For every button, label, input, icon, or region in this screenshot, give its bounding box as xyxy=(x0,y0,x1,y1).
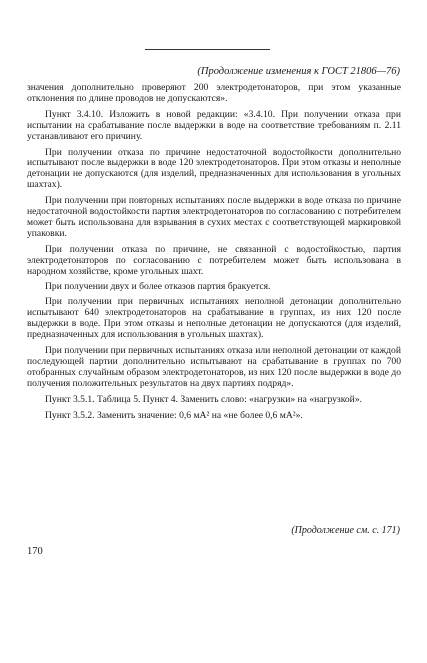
running-header: (Продолжение изменения к ГОСТ 21806—76) xyxy=(197,66,400,77)
paragraph: При получении двух и более отказов партия бракуется. xyxy=(45,280,271,292)
paragraph: значения дополнительно проверяют 200 электродетонаторов, при этом указанные отклонения по длине проводов не допускаются». xyxy=(27,82,401,104)
paragraph: При получении при первичных испытаниях отказа или неполной детонации от каждой последующей партии дополнительно испытывают на срабатывание в группах по 700 отобранных случайным образом электродетонаторов, из них 120 после выдержки в воде до получения положительных результатов на двух партиях подряд». xyxy=(27,345,401,389)
paragraph: При получении при повторных испытаниях после выдержки в воде отказа по причине недостаточной водостойкости партия электродетонаторов по согласованию с потребителем может быть использована для взрывания в сухих местах с соответствующей маркировкой упаковки. xyxy=(27,195,401,239)
paragraph: При получении отказа по причине, не связанной с водостойкостью, партия электродетонаторов по согласованию с потребителем может быть использована в народном хозяйстве, кроме угольных шахт. xyxy=(27,243,401,277)
paragraph: Пункт 3.4.10. Изложить в новой редакции: «3.4.10. При получении отказа при испытании на срабатывание после выдержки в воде на соответствие требованиям п. 2.11 устанавливают его причину. xyxy=(27,108,401,142)
body-text xyxy=(27,83,401,426)
header-rule xyxy=(145,49,270,50)
continuation-note: (Продолжение см. с. 171) xyxy=(291,525,400,536)
paragraph: Пункт 3.5.2. Заменить значение: 0,6 мА² на «не более 0,6 мА²». xyxy=(45,409,303,421)
paragraph: Пункт 3.5.1. Таблица 5. Пункт 4. Заменить слово: «нагрузки» на «нагрузкой». xyxy=(45,393,363,405)
paragraph: При получении при первичных испытаниях неполной детонации дополнительно испытывают 640 электродетонаторов на срабатывание в группах, из них 120 после выдержки в воде. При этом отказы и неполные детонации не допускаются (для изделий, предназначенных для использования в угольных шахтах). xyxy=(27,296,401,341)
page-number: 170 xyxy=(27,546,43,557)
paragraph: При получении отказа по причине недостаточной водостойкости дополнительно испытывают после выдержки в воде 120 электродетонаторов. При этом отказы и неполные детонации не допускаются (для изделий, предназначенных для использования в угольных шахтах). xyxy=(27,146,401,191)
